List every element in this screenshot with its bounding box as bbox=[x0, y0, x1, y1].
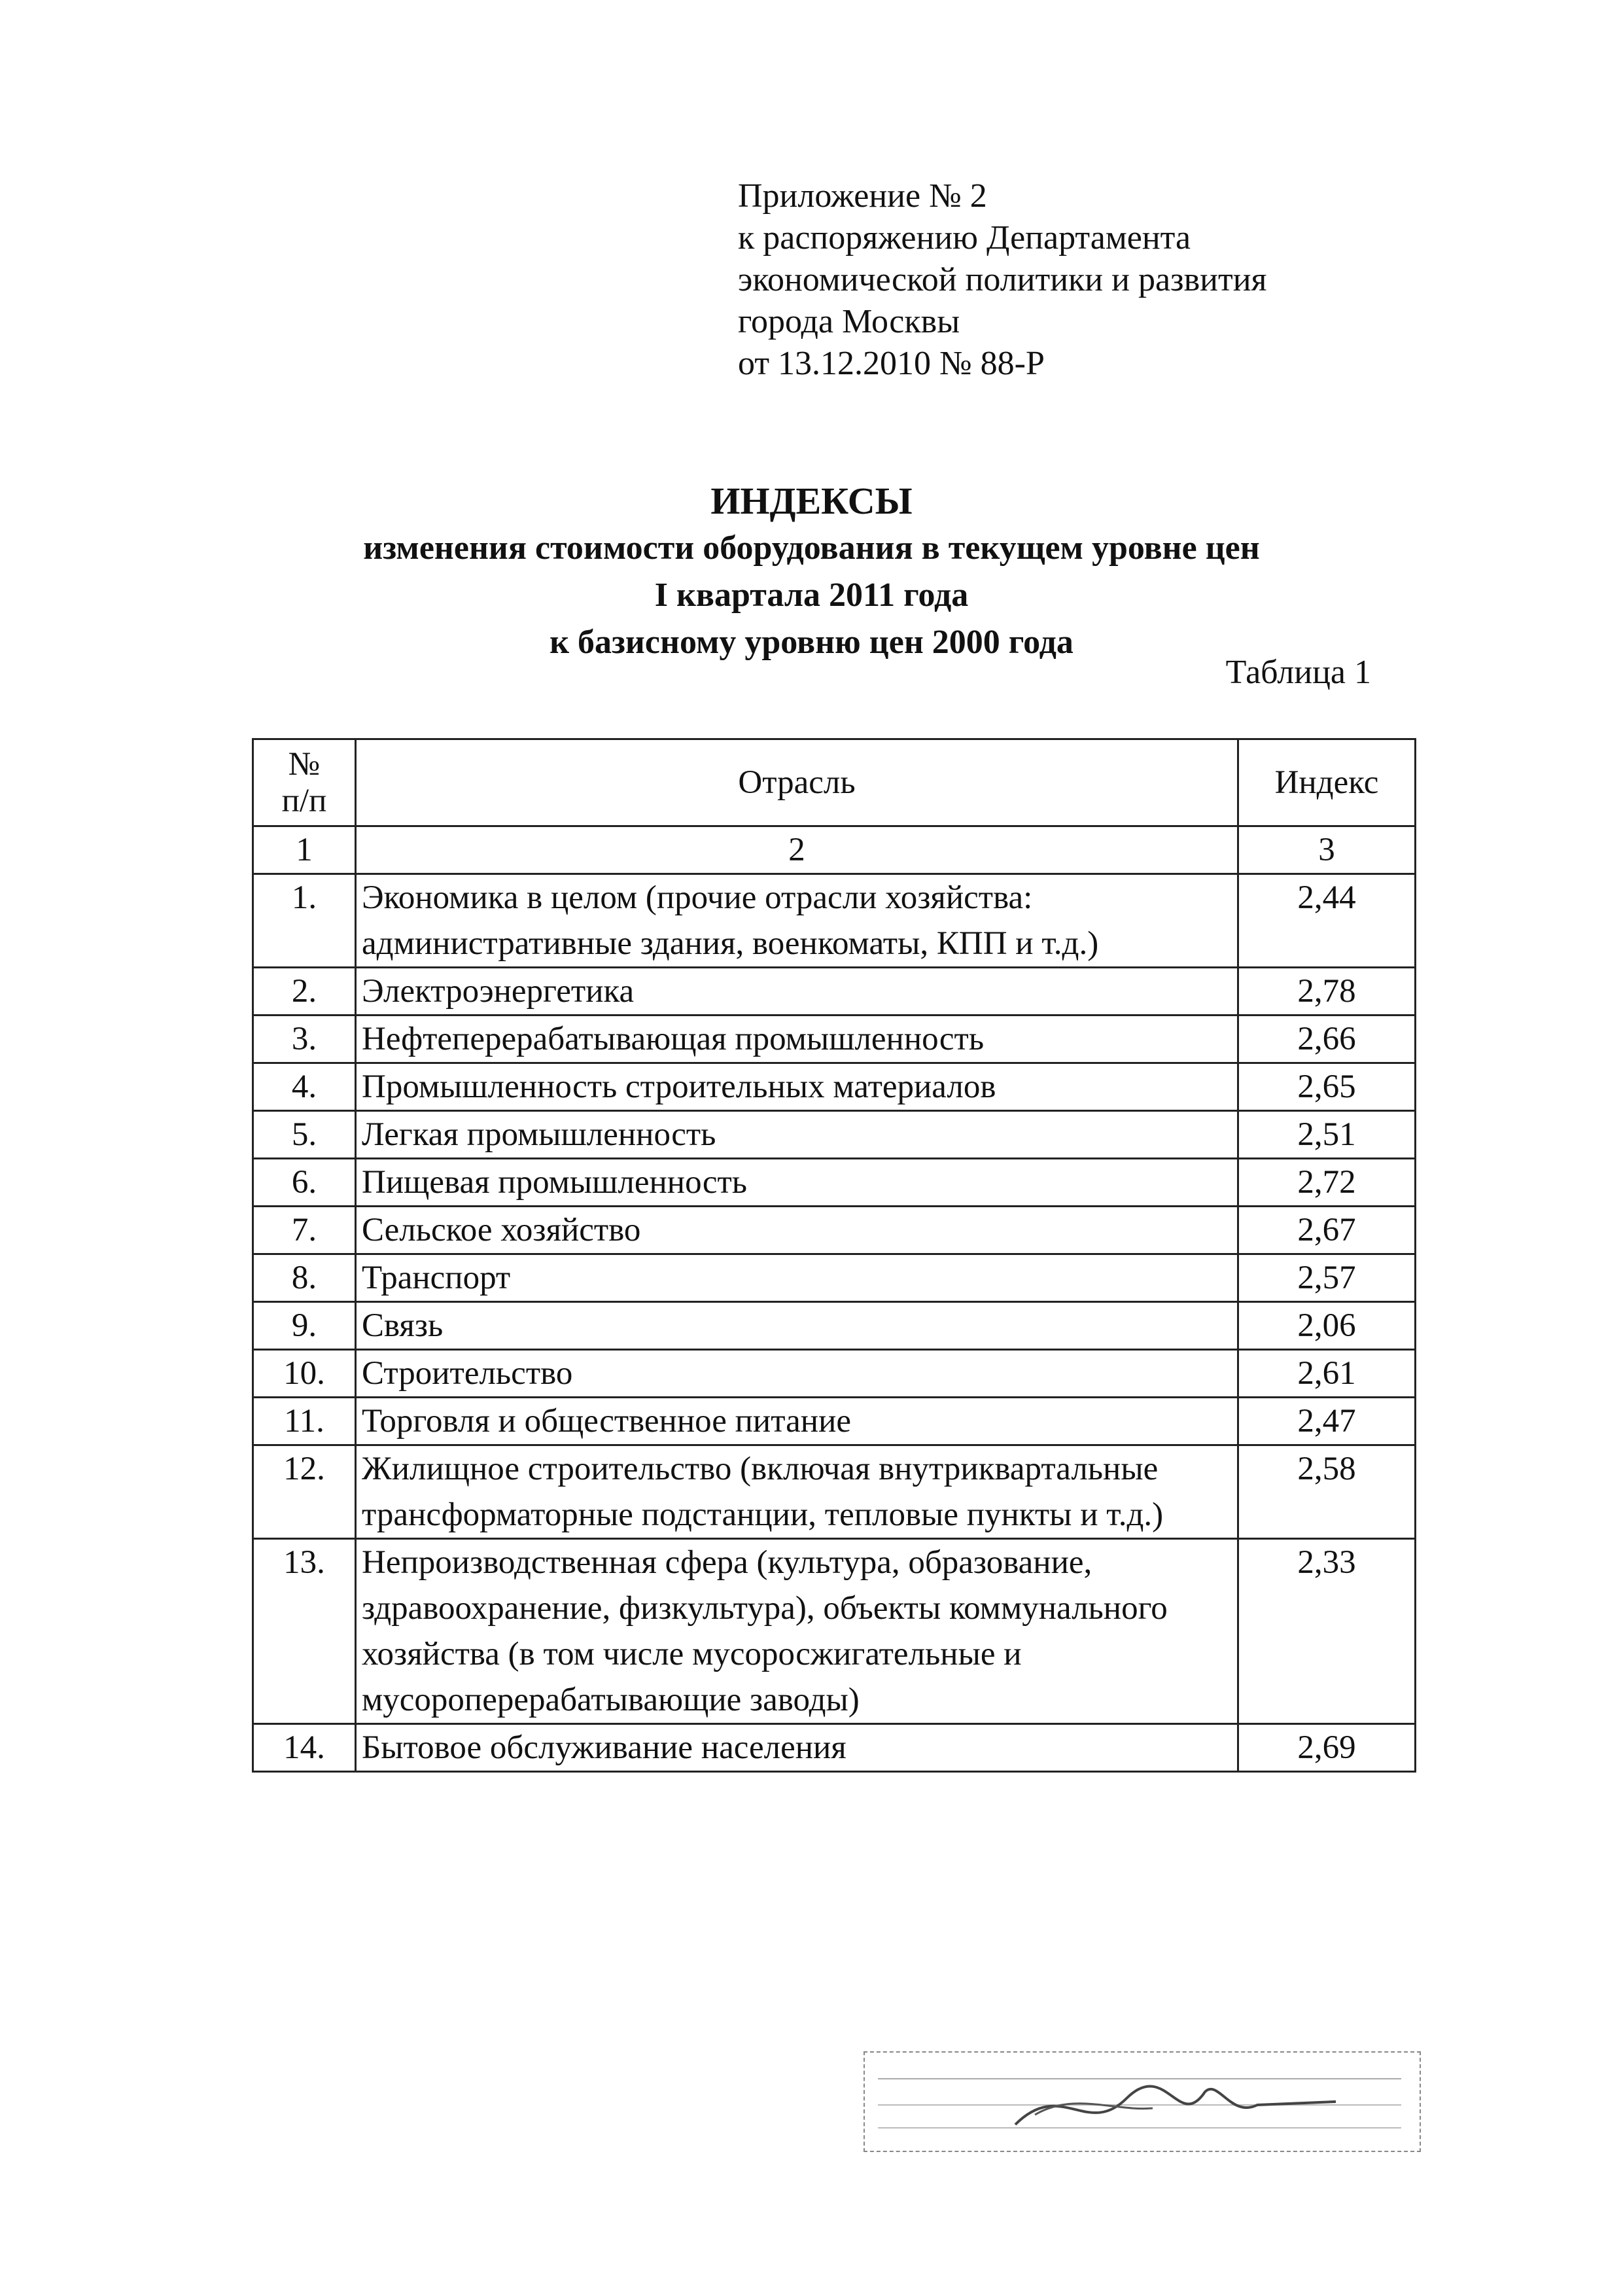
row-index: 2,58 bbox=[1238, 1445, 1416, 1539]
row-index: 2,69 bbox=[1238, 1724, 1416, 1772]
row-number: 9. bbox=[253, 1302, 356, 1350]
column-number: 3 bbox=[1238, 826, 1416, 874]
row-sector: Бытовое обслуживание населения bbox=[356, 1724, 1238, 1772]
row-number: 4. bbox=[253, 1063, 356, 1111]
row-sector: Сельское хозяйство bbox=[356, 1207, 1238, 1254]
row-number: 3. bbox=[253, 1016, 356, 1063]
index-table bbox=[252, 738, 1416, 1773]
row-number: 8. bbox=[253, 1254, 356, 1302]
row-index: 2,67 bbox=[1238, 1207, 1416, 1254]
attachment-line: Приложение № 2 bbox=[738, 177, 987, 215]
row-index: 2,61 bbox=[1238, 1350, 1416, 1398]
title-line: к базисному уровню цен 2000 года bbox=[550, 624, 1073, 661]
table-row bbox=[253, 968, 1416, 1016]
column-number: 1 bbox=[253, 826, 356, 874]
row-index: 2,72 bbox=[1238, 1159, 1416, 1207]
column-number-row bbox=[253, 826, 1416, 874]
table-row bbox=[253, 1724, 1416, 1772]
row-number: 10. bbox=[253, 1350, 356, 1398]
signature-icon bbox=[865, 2053, 1420, 2151]
table-row bbox=[253, 874, 1416, 968]
table-row bbox=[253, 1063, 1416, 1111]
row-index: 2,47 bbox=[1238, 1398, 1416, 1445]
row-sector: Непроизводственная сфера (культура, образование, здравоохранение, физкультура), объекты коммунального хозяйства (в том числе мусоросжигательные и мусороперерабатывающие заводы) bbox=[356, 1539, 1238, 1724]
table-row bbox=[253, 1445, 1416, 1539]
row-sector: Жилищное строительство (включая внутриквартальные трансформаторные подстанции, тепловые пункты и т.д.) bbox=[356, 1445, 1238, 1539]
table-header-row bbox=[253, 739, 1416, 826]
row-sector: Связь bbox=[356, 1302, 1238, 1350]
row-index: 2,66 bbox=[1238, 1016, 1416, 1063]
row-sector: Транспорт bbox=[356, 1254, 1238, 1302]
attachment-header bbox=[738, 175, 1266, 385]
table-row bbox=[253, 1111, 1416, 1159]
row-index: 2,33 bbox=[1238, 1539, 1416, 1724]
title-main: ИНДЕКСЫ bbox=[710, 480, 913, 522]
table-caption: Таблица 1 bbox=[1225, 654, 1371, 691]
row-sector: Промышленность строительных материалов bbox=[356, 1063, 1238, 1111]
row-sector: Строительство bbox=[356, 1350, 1238, 1398]
row-index: 2,06 bbox=[1238, 1302, 1416, 1350]
title-line: изменения стоимости оборудования в текущем уровне цен bbox=[363, 529, 1260, 567]
row-number: 6. bbox=[253, 1159, 356, 1207]
row-number: 13. bbox=[253, 1539, 356, 1724]
table-row bbox=[253, 1159, 1416, 1207]
column-number: 2 bbox=[356, 826, 1238, 874]
attachment-line: от 13.12.2010 № 88-Р bbox=[738, 345, 1045, 382]
attachment-line: экономической политики и развития bbox=[738, 261, 1267, 298]
row-number: 1. bbox=[253, 874, 356, 968]
row-number: 12. bbox=[253, 1445, 356, 1539]
document-title bbox=[0, 478, 1623, 666]
certification-stamp bbox=[864, 2051, 1421, 2152]
row-sector: Пищевая промышленность bbox=[356, 1159, 1238, 1207]
table-row bbox=[253, 1302, 1416, 1350]
header-index: Индекс bbox=[1238, 739, 1416, 826]
table-row bbox=[253, 1539, 1416, 1724]
row-sector: Электроэнергетика bbox=[356, 968, 1238, 1016]
row-index: 2,65 bbox=[1238, 1063, 1416, 1111]
row-number: 2. bbox=[253, 968, 356, 1016]
row-number: 14. bbox=[253, 1724, 356, 1772]
row-number: 5. bbox=[253, 1111, 356, 1159]
attachment-line: к распоряжению Департамента bbox=[738, 219, 1191, 256]
title-line: I квартала 2011 года bbox=[654, 576, 969, 614]
row-index: 2,44 bbox=[1238, 874, 1416, 968]
row-sector: Нефтеперерабатывающая промышленность bbox=[356, 1016, 1238, 1063]
row-number: 7. bbox=[253, 1207, 356, 1254]
row-number: 11. bbox=[253, 1398, 356, 1445]
row-sector: Торговля и общественное питание bbox=[356, 1398, 1238, 1445]
row-index: 2,51 bbox=[1238, 1111, 1416, 1159]
attachment-line: города Москвы bbox=[738, 303, 960, 340]
table-row bbox=[253, 1350, 1416, 1398]
row-index: 2,78 bbox=[1238, 968, 1416, 1016]
row-index: 2,57 bbox=[1238, 1254, 1416, 1302]
row-sector: Легкая промышленность bbox=[356, 1111, 1238, 1159]
header-sector: Отрасль bbox=[356, 739, 1238, 826]
table-row bbox=[253, 1398, 1416, 1445]
table-row bbox=[253, 1207, 1416, 1254]
header-num: № п/п bbox=[253, 739, 356, 826]
table-row bbox=[253, 1254, 1416, 1302]
row-sector: Экономика в целом (прочие отрасли хозяйства: административные здания, военкоматы, КПП и т.д.) bbox=[356, 874, 1238, 968]
table-row bbox=[253, 1016, 1416, 1063]
